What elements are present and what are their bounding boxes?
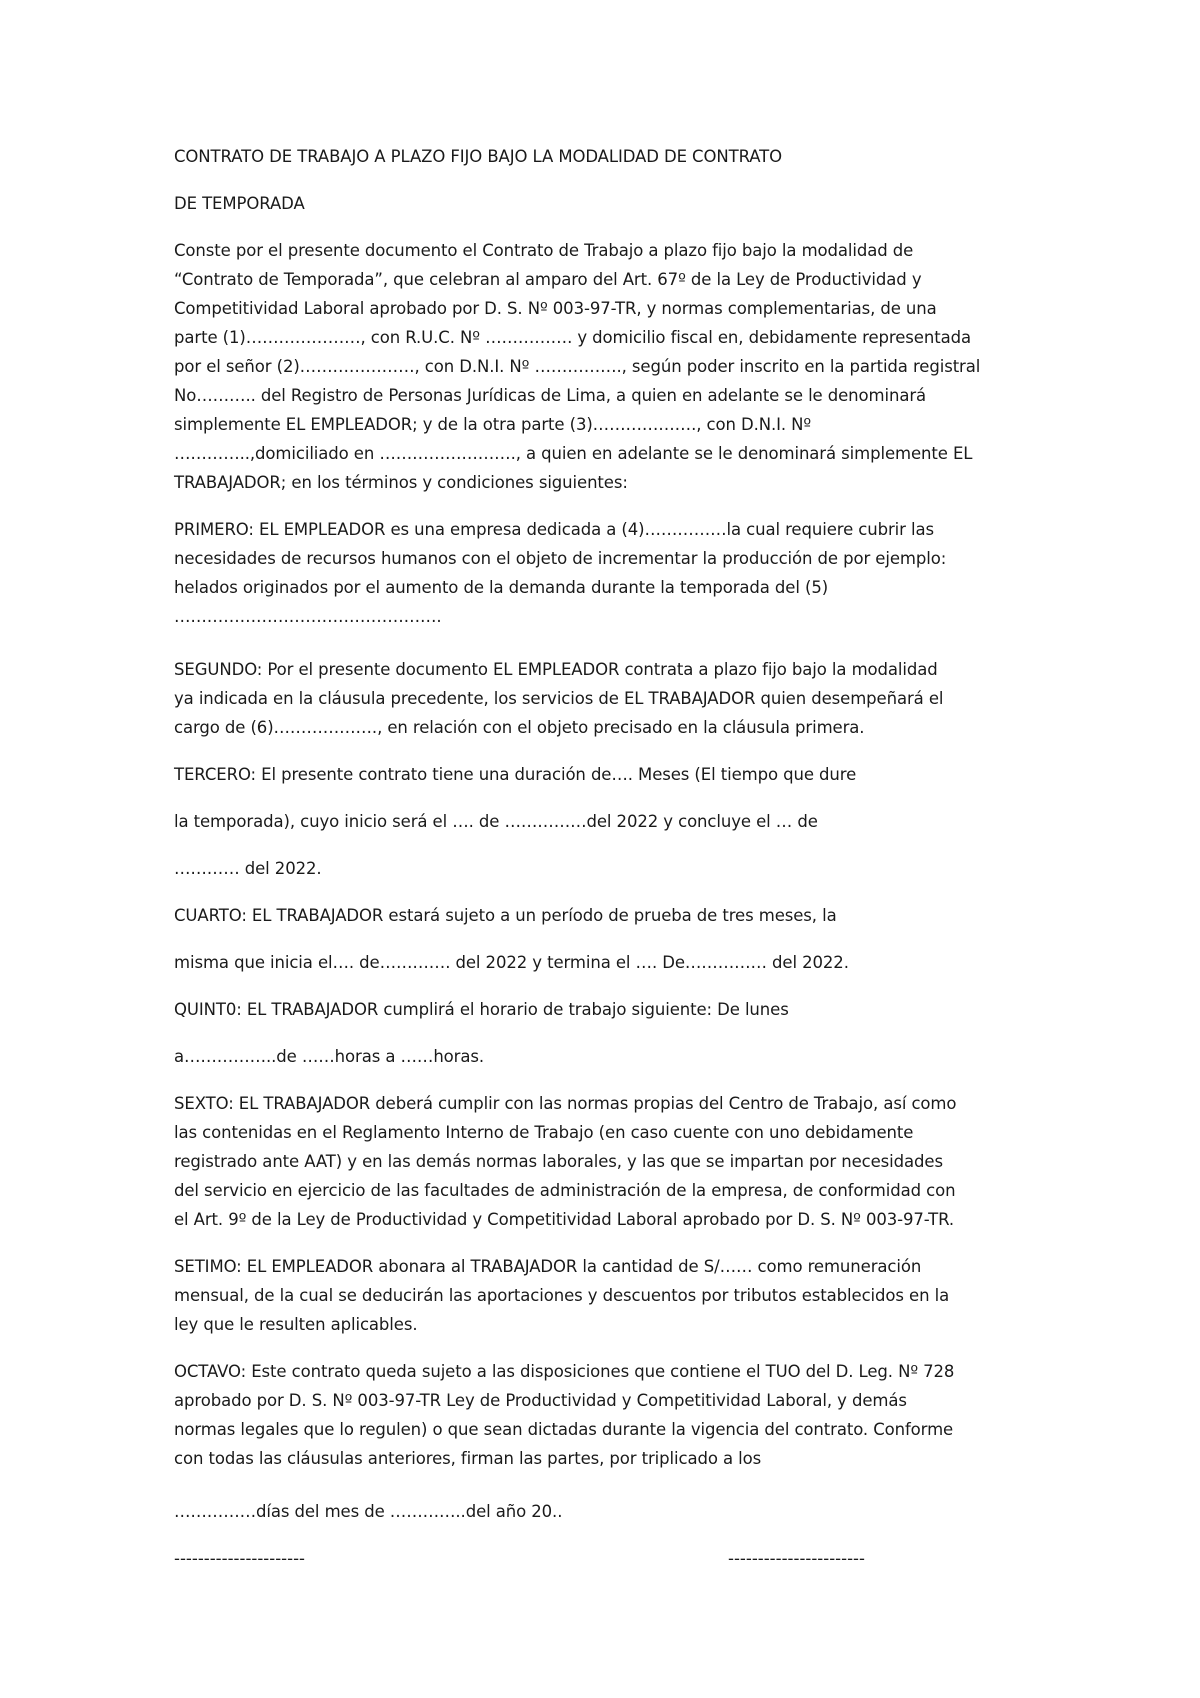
text-line: CUARTO: EL TRABAJADOR estará sujeto a un período de prueba de tres meses, la — [174, 906, 837, 925]
signature-row — [174, 1544, 1054, 1574]
text-line: ………… del 2022. — [174, 859, 322, 878]
text-line: …………………………………………. — [174, 607, 442, 626]
intro-paragraph — [174, 236, 1054, 497]
text-line: Competitividad Laboral aprobado por D. S. Nº 003-97-TR, y normas complementarias, de una — [174, 299, 937, 318]
text-line: PRIMERO: EL EMPLEADOR es una empresa dedicada a (4)……………la cual requiere cubrir las — [174, 520, 934, 539]
text-line: ya indicada en la cláusula precedente, los servicios de EL TRABAJADOR quien desempeñará el — [174, 689, 944, 708]
text-line: “Contrato de Temporada”, que celebran al amparo del Art. 67º de la Ley de Productividad y — [174, 270, 922, 289]
closing-date: ……………días del mes de …………..del año 20.. — [174, 1502, 563, 1521]
document-title-line-2: DE TEMPORADA — [174, 194, 305, 213]
contract-document — [174, 142, 1054, 1574]
text-line: normas legales que lo regulen) o que sean dictadas durante la vigencia del contrato. Conforme — [174, 1420, 954, 1439]
clause-cuarto — [174, 901, 1054, 977]
text-line: OCTAVO: Este contrato queda sujeto a las disposiciones que contiene el TUO del D. Leg. Nº 728 — [174, 1362, 955, 1381]
signature-line-right: ----------------------- — [728, 1549, 865, 1568]
text-line: simplemente EL EMPLEADOR; y de la otra parte (3)………………., con D.N.I. Nº — [174, 415, 812, 434]
text-line: TERCERO: El presente contrato tiene una duración de…. Meses (El tiempo que dure — [174, 765, 857, 784]
text-line: parte (1)…………………, con R.U.C. Nº ……………. y domicilio fiscal en, debidamente representada — [174, 328, 971, 347]
text-line: helados originados por el aumento de la demanda durante la temporada del (5) — [174, 578, 829, 597]
clause-octavo — [174, 1357, 1054, 1473]
text-line: SETIMO: EL EMPLEADOR abonara al TRABAJADOR la cantidad de S/…… como remuneración — [174, 1257, 922, 1276]
text-line: necesidades de recursos humanos con el objeto de incrementar la producción de por ejemplo: — [174, 549, 947, 568]
clause-sexto — [174, 1089, 1054, 1234]
text-line: SEGUNDO: Por el presente documento EL EMPLEADOR contrata a plazo fijo bajo la modalidad — [174, 660, 938, 679]
text-line: aprobado por D. S. Nº 003-97-TR Ley de Productividad y Competitividad Laboral, y demás — [174, 1391, 907, 1410]
clause-primero — [174, 515, 1054, 631]
clause-setimo — [174, 1252, 1054, 1339]
text-line: mensual, de la cual se deducirán las aportaciones y descuentos por tributos establecidos en la — [174, 1286, 950, 1305]
text-line: a……………..de ……horas a ……horas. — [174, 1047, 485, 1066]
text-line: la temporada), cuyo inicio será el …. de ……………del 2022 y concluye el … de — [174, 812, 818, 831]
text-line: las contenidas en el Reglamento Interno de Trabajo (en caso cuente con uno debidamente — [174, 1123, 914, 1142]
text-line: ley que le resulten aplicables. — [174, 1315, 418, 1334]
text-line: el Art. 9º de la Ley de Productividad y Competitividad Laboral aprobado por D. S. Nº 003-97-TR. — [174, 1210, 955, 1229]
text-line: No……….. del Registro de Personas Jurídicas de Lima, a quien en adelante se le denominará — [174, 386, 927, 405]
text-line: cargo de (6)………………., en relación con el objeto precisado en la cláusula primera. — [174, 718, 865, 737]
text-line: SEXTO: EL TRABAJADOR deberá cumplir con las normas propias del Centro de Trabajo, así como — [174, 1094, 957, 1113]
text-line: del servicio en ejercicio de las facultades de administración de la empresa, de conformidad con — [174, 1181, 956, 1200]
text-line: TRABAJADOR; en los términos y condiciones siguientes: — [174, 473, 628, 492]
text-line: por el señor (2)…………………, con D.N.I. Nº ……………., según poder inscrito en la partida registral — [174, 357, 981, 376]
text-line: misma que inicia el…. de…………. del 2022 y termina el …. De…………… del 2022. — [174, 953, 849, 972]
text-line: QUINT0: EL TRABAJADOR cumplirá el horario de trabajo siguiente: De lunes — [174, 1000, 789, 1019]
document-title-line-1: CONTRATO DE TRABAJO A PLAZO FIJO BAJO LA MODALIDAD DE CONTRATO — [174, 147, 783, 166]
clause-quinto — [174, 995, 1054, 1071]
text-line: con todas las cláusulas anteriores, firman las partes, por triplicado a los — [174, 1449, 762, 1468]
text-line: registrado ante AAT) y en las demás normas laborales, y las que se impartan por necesidades — [174, 1152, 943, 1171]
clause-tercero — [174, 760, 1054, 883]
text-line: …………..,domiciliado en ……………………., a quien en adelante se le denominará simplemente EL — [174, 444, 973, 463]
signature-line-left: ---------------------- — [174, 1549, 305, 1568]
clause-segundo — [174, 655, 1054, 742]
text-line: Conste por el presente documento el Contrato de Trabajo a plazo fijo bajo la modalidad de — [174, 241, 914, 260]
